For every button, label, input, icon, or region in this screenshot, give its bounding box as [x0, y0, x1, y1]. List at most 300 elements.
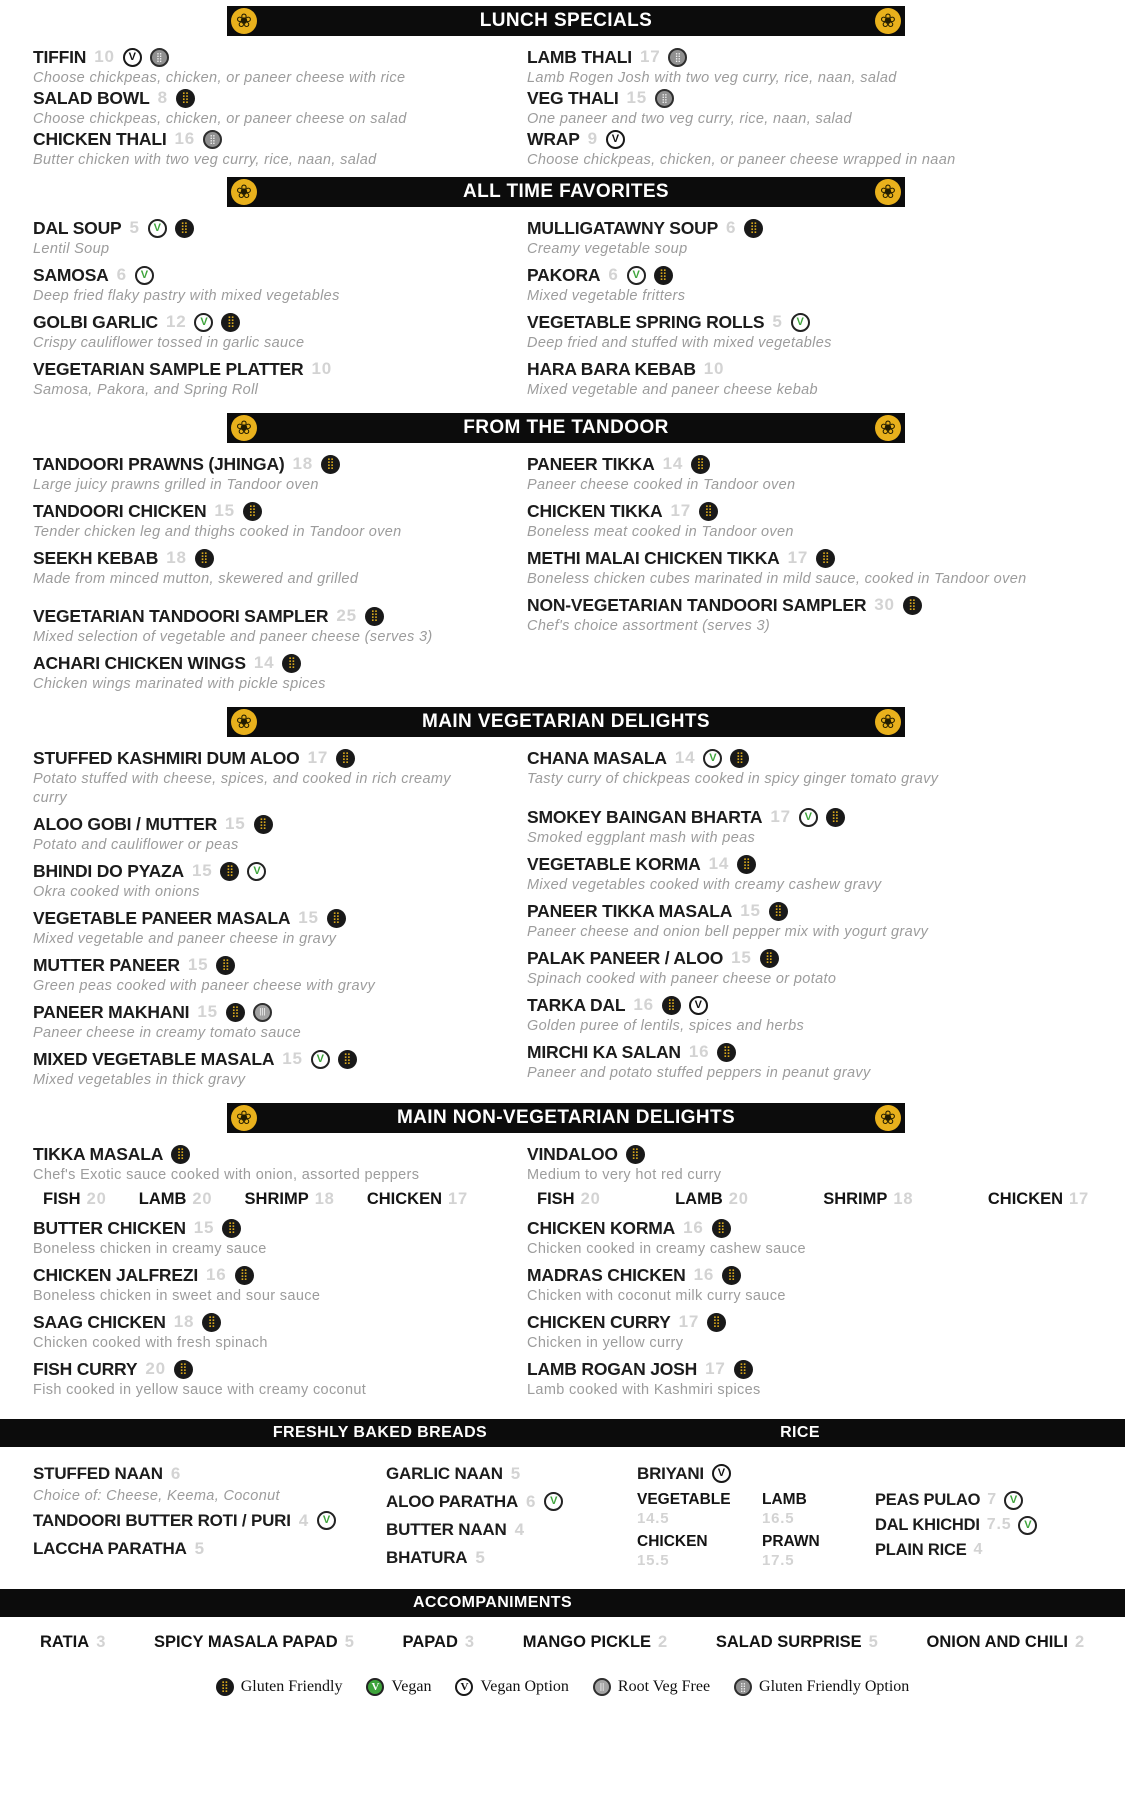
section-header-bar: [227, 1103, 905, 1133]
item-price: 20: [145, 1359, 166, 1378]
legend-item: [216, 1678, 343, 1696]
item-description: Creamy vegetable soup: [527, 241, 688, 257]
item-name-line: [33, 311, 483, 333]
vegan-icon: V: [148, 219, 167, 238]
lotus-icon: ❀: [231, 1105, 257, 1131]
accompaniment-name: MANGO PICKLE: [522, 1633, 652, 1651]
item-description: Deep fried and stuffed with mixed vegetables: [527, 335, 832, 351]
item-name: CHICKEN KORMA: [527, 1217, 676, 1238]
lotus-icon: ❀: [875, 179, 901, 205]
item-price: 5: [772, 312, 783, 331]
item-name: SEEKH KEBAB: [33, 547, 159, 568]
variant-name: CHICKEN: [366, 1190, 443, 1208]
item-variants: [43, 1190, 468, 1209]
vegan-icon: V: [627, 266, 646, 285]
item-name: SAMOSA: [33, 264, 109, 285]
item-price: 18: [292, 454, 314, 473]
item-description: Tender chicken leg and thighs cooked in Tandoor oven: [33, 524, 402, 540]
item-name: MULLIGATAWNY SOUP: [527, 217, 719, 238]
bread-name: BHATURA: [386, 1547, 468, 1567]
variant-price: 20: [192, 1190, 213, 1208]
accompaniments-row: [0, 1633, 1125, 1652]
menu-item: [33, 954, 483, 996]
item-price: 16: [633, 995, 654, 1014]
bread-name: ALOO PARATHA: [386, 1491, 519, 1511]
accompaniment-name: SPICY MASALA PAPAD: [154, 1633, 338, 1651]
gluten-friendly-icon: ⣿: [220, 862, 239, 881]
item-name: CHICKEN CURRY: [527, 1311, 671, 1332]
bread-name: STUFFED NAAN: [33, 1463, 163, 1483]
item-price: 5: [129, 218, 140, 237]
variant-price: 18: [314, 1190, 335, 1208]
item-description: Spinach cooked with paneer cheese or potato: [527, 971, 837, 987]
gluten-friendly-icon: ⣿: [707, 1313, 726, 1332]
item-description: Paneer cheese and onion bell pepper mix with yogurt gravy: [527, 924, 929, 940]
item-price: 16: [174, 129, 196, 148]
gluten-friendly-icon: ⣿: [171, 1145, 190, 1164]
item-name: LAMB ROGAN JOSH: [527, 1358, 698, 1379]
menu-item: [33, 1143, 483, 1209]
item-name-line: [33, 547, 483, 569]
item-variants: [537, 1190, 1089, 1209]
item-name: TARKA DAL: [527, 994, 626, 1015]
variant: [823, 1190, 913, 1209]
item-description: Lamb cooked with Kashmiri spices: [527, 1382, 761, 1398]
item-name-line: [527, 87, 1092, 109]
item-name: MADRAS CHICKEN: [527, 1264, 686, 1285]
item-name-line: [33, 813, 483, 835]
item-price: 14: [674, 748, 696, 767]
vegan-option-icon: V: [455, 1678, 473, 1696]
accompaniment-price: 3: [96, 1633, 107, 1651]
item-name-line: [527, 217, 1092, 239]
bread-name-line: [386, 1519, 625, 1540]
menu-item: [33, 860, 483, 902]
vegan-icon: V: [544, 1492, 563, 1511]
item-name-line: [33, 1001, 483, 1023]
breads-rice-header-bar: [0, 1419, 1125, 1447]
bread-price: 4: [514, 1519, 525, 1539]
item-name-line: [527, 747, 1092, 769]
item-name-line: [33, 747, 483, 769]
section-from-the-tandoor: [0, 413, 1125, 699]
variant-price: 20: [728, 1190, 749, 1208]
item-description: Mixed selection of vegetable and paneer cheese (serves 3): [33, 629, 433, 645]
briyani-variant-price: 15.5: [637, 1552, 670, 1569]
vegan-icon: V: [1004, 1491, 1023, 1510]
item-price: 14: [253, 653, 275, 672]
item-name-line: [527, 46, 1092, 68]
menu-item: [527, 1311, 1092, 1353]
bread-price: 5: [510, 1463, 522, 1483]
menu-item: [33, 1217, 483, 1259]
gluten-friendly-icon: ⣿: [338, 1050, 357, 1069]
item-name: PANEER MAKHANI: [33, 1001, 190, 1022]
menu-item: [527, 994, 1092, 1036]
item-price: 16: [693, 1265, 715, 1284]
briyani-variant-name: LAMB: [762, 1491, 807, 1508]
item-name-line: [33, 860, 483, 882]
breads-column-1: [33, 1463, 386, 1575]
item-description: Paneer and potato stuffed peppers in peanut gravy: [527, 1065, 871, 1081]
item-price: 18: [173, 1312, 195, 1331]
bread-name-line: [386, 1491, 625, 1512]
item-price: 10: [94, 47, 115, 66]
item-description: Lamb Rogen Josh with two veg curry, rice, naan, salad: [527, 70, 897, 86]
briyani-variant: [762, 1533, 875, 1569]
item-name: BUTTER CHICKEN: [33, 1217, 186, 1238]
item-name-line: [527, 594, 1092, 616]
bread-price: 6: [526, 1491, 537, 1511]
gluten-friendly-icon: ⣿: [176, 89, 195, 108]
item-description: One paneer and two veg curry, rice, naan, salad: [527, 111, 852, 127]
menu-item: [527, 87, 1092, 128]
bread-price: 5: [194, 1538, 205, 1558]
vegan-icon: V: [799, 808, 818, 827]
menu-item: [33, 217, 483, 259]
item-description: Fish cooked in yellow sauce with creamy coconut: [33, 1382, 367, 1398]
item-name: VEGETARIAN TANDOORI SAMPLER: [33, 605, 329, 626]
vegan-option-icon: V: [712, 1464, 731, 1483]
gluten-friendly-icon: ⣿: [221, 313, 240, 332]
legend-label: Root Veg Free: [617, 1678, 711, 1695]
menu-item: [33, 1001, 483, 1043]
menu-item: [33, 652, 483, 694]
accompaniment-item: [403, 1633, 475, 1652]
item-name-line: [527, 853, 1092, 875]
item-price: 8: [157, 88, 168, 107]
item-name-line: [33, 46, 483, 68]
rice-sides-column: [875, 1489, 1037, 1575]
accompaniment-item: [927, 1633, 1085, 1652]
item-name-line: [527, 128, 1092, 150]
item-name: FISH CURRY: [33, 1358, 138, 1379]
vegan-icon: V: [194, 313, 213, 332]
variant-price: 20: [580, 1190, 601, 1208]
section-header-bar: [227, 413, 905, 443]
item-description: Choose chickpeas, chicken, or paneer cheese wrapped in naan: [527, 152, 956, 168]
vegan-icon: V: [135, 266, 154, 285]
rice-side: [875, 1539, 1037, 1561]
item-price: 9: [587, 129, 598, 148]
menu-item: [33, 547, 483, 589]
section-column-left: [33, 46, 483, 169]
gluten-friendly-icon: ⣿: [365, 607, 384, 626]
menu-item: [527, 1358, 1092, 1400]
item-description: Medium to very hot red curry: [527, 1167, 722, 1183]
lotus-icon: ❀: [231, 179, 257, 205]
briyani-variant-name: PRAWN: [762, 1533, 820, 1550]
item-name-line: [527, 1217, 1092, 1239]
menu-item: [33, 453, 483, 495]
variant-name: SHRIMP: [823, 1190, 888, 1208]
item-description: Boneless chicken in creamy sauce: [33, 1241, 267, 1257]
menu-item: [527, 1264, 1092, 1306]
item-description: Large juicy prawns grilled in Tandoor oven: [33, 477, 319, 493]
item-price: 15: [193, 1218, 215, 1237]
item-name-line: [33, 907, 483, 929]
menu-item: [33, 46, 483, 87]
section-header-bar: [227, 707, 905, 737]
section-lunch-specials: [0, 6, 1125, 169]
variant: [988, 1190, 1089, 1209]
item-description: Chicken wings marinated with pickle spices: [33, 676, 326, 692]
briyani-variant: [637, 1491, 762, 1527]
item-name: MUTTER PANEER: [33, 954, 180, 975]
bread-item: [386, 1491, 625, 1512]
vegan-option-icon: V: [123, 48, 142, 67]
item-name: PAKORA: [527, 264, 601, 285]
variant-name: CHICKEN: [987, 1190, 1064, 1208]
item-description: Golden puree of lentils, spices and herbs: [527, 1018, 805, 1034]
accompaniment-price: 2: [1074, 1633, 1085, 1651]
vegan-icon: V: [1018, 1516, 1037, 1535]
item-description: Boneless chicken cubes marinated in mild sauce, cooked in Tandoor oven: [527, 571, 1027, 587]
accompaniment-name: SALAD SURPRISE: [715, 1633, 862, 1651]
rice-side-name: PEAS PULAO: [875, 1490, 981, 1509]
gluten-friendly-icon: ⣿: [174, 1360, 193, 1379]
menu-item: [33, 1264, 483, 1306]
item-name-line: [527, 994, 1092, 1016]
item-name-line: [527, 1264, 1092, 1286]
gluten-friendly-option-icon: ⣿: [150, 48, 169, 67]
accompaniment-price: 3: [464, 1633, 475, 1651]
variant-name: FISH: [537, 1190, 575, 1208]
menu-item: [527, 747, 1092, 789]
gluten-friendly-icon: ⣿: [626, 1145, 645, 1164]
menu-item: [33, 264, 483, 306]
gluten-friendly-icon: ⣿: [737, 855, 756, 874]
vegan-option-icon: V: [606, 130, 625, 149]
bread-name-line: [33, 1510, 386, 1531]
briyani-variant-price: 16.5: [762, 1510, 795, 1527]
item-name-line: [527, 900, 1092, 922]
item-name-line: [527, 547, 1092, 569]
menu-item: [33, 907, 483, 949]
item-price: 14: [708, 854, 730, 873]
item-price: 15: [214, 501, 235, 520]
item-name: PANEER TIKKA: [527, 453, 655, 474]
item-price: 12: [165, 312, 187, 331]
accompaniment-price: 5: [344, 1633, 355, 1651]
item-name-line: [33, 217, 483, 239]
item-name-line: [33, 128, 483, 150]
accompaniments-section-title: ACCOMPANIMENTS: [412, 1594, 573, 1611]
rice-side-name: PLAIN RICE: [875, 1540, 967, 1559]
item-price: 15: [740, 901, 761, 920]
menu-item: [527, 900, 1092, 942]
item-description: Mixed vegetable and paneer cheese in gravy: [33, 931, 337, 947]
section-header-bar: [227, 177, 905, 207]
lotus-icon: ❀: [875, 8, 901, 34]
item-name: VINDALOO: [527, 1143, 618, 1164]
bread-item: [33, 1538, 386, 1559]
bread-name-line: [386, 1463, 625, 1484]
rice-side: [875, 1489, 1037, 1511]
item-name: CHICKEN JALFREZI: [33, 1264, 198, 1285]
legend-label: Vegan Option: [480, 1678, 569, 1695]
gluten-friendly-icon: ⣿: [744, 219, 763, 238]
variant-price: 20: [86, 1190, 107, 1208]
accompaniment-price: 5: [868, 1633, 879, 1651]
item-price: 17: [678, 1312, 700, 1331]
section-column-left: [33, 453, 483, 699]
variant: [139, 1190, 213, 1209]
accompaniment-item: [716, 1633, 879, 1652]
legend-item: [455, 1678, 568, 1696]
item-description: Crispy cauliflower tossed in garlic sauce: [33, 335, 305, 351]
gluten-friendly-option-icon: ⣿: [203, 130, 222, 149]
item-name: SAAG CHICKEN: [33, 1311, 166, 1332]
gluten-friendly-icon: ⣿: [903, 596, 922, 615]
breads-rice-block: [0, 1463, 1125, 1575]
item-name-line: [33, 1311, 483, 1333]
item-price: 16: [206, 1265, 227, 1284]
item-name: SALAD BOWL: [33, 87, 150, 108]
gluten-friendly-icon: ⣿: [222, 1219, 241, 1238]
item-description: Mixed vegetable fritters: [527, 288, 686, 304]
menu-item: [527, 853, 1092, 895]
item-price: 15: [197, 1002, 218, 1021]
section-all-time-favorites: [0, 177, 1125, 405]
item-price: 15: [282, 1049, 303, 1068]
variant: [675, 1190, 749, 1209]
vegan-icon: V: [791, 313, 810, 332]
bread-item: [386, 1547, 625, 1568]
section-column-left: [33, 747, 483, 1095]
gluten-friendly-icon: ⣿: [722, 1266, 741, 1285]
item-name-line: [527, 1358, 1092, 1380]
item-description: Butter chicken with two veg curry, rice, naan, salad: [33, 152, 377, 168]
bread-name-line: [386, 1547, 625, 1568]
item-price: 6: [608, 265, 619, 284]
gluten-friendly-icon: ⣿: [327, 909, 346, 928]
menu-item: [527, 1143, 1092, 1209]
item-description: Chicken with coconut milk curry sauce: [527, 1288, 786, 1304]
item-description: Choose chickpeas, chicken, or paneer cheese on salad: [33, 111, 407, 127]
menu-item: [33, 87, 483, 128]
menu-item: [527, 594, 1092, 636]
legend-item: [734, 1678, 909, 1696]
vegan-icon: V: [703, 749, 722, 768]
item-name-line: [33, 1264, 483, 1286]
item-name: VEGETABLE PANEER MASALA: [33, 907, 291, 928]
bread-price: 5: [475, 1547, 486, 1567]
item-price: 6: [116, 265, 127, 284]
section-column-right: [527, 46, 1092, 169]
item-price: 17: [639, 47, 661, 66]
item-name: DAL SOUP: [33, 217, 122, 238]
item-name: VEGETABLE SPRING ROLLS: [527, 311, 765, 332]
item-price: 15: [187, 955, 209, 974]
bread-price: 6: [170, 1463, 182, 1483]
bread-name: LACCHA PARATHA: [33, 1538, 187, 1558]
item-description: Chef's choice assortment (serves 3): [527, 618, 771, 634]
variant-price: 17: [448, 1190, 468, 1208]
item-name-line: [527, 1143, 1092, 1165]
bread-name: GARLIC NAAN: [386, 1463, 503, 1483]
gluten-friendly-icon: ⣿: [730, 749, 749, 768]
item-name: PANEER TIKKA MASALA: [527, 900, 733, 921]
item-name-line: [33, 87, 483, 109]
menu-item: [527, 264, 1092, 306]
diet-legend: [0, 1678, 1125, 1696]
item-name: SMOKEY BAINGAN BHARTA: [527, 806, 763, 827]
menu-item: [33, 747, 483, 808]
item-price: 15: [225, 814, 246, 833]
section-column-right: [527, 1143, 1092, 1405]
accompaniment-name: RATIA: [40, 1633, 90, 1651]
item-name: VEGETABLE KORMA: [527, 853, 701, 874]
item-description: Choose chickpeas, chicken, or paneer cheese with rice: [33, 70, 406, 86]
gluten-friendly-icon: ⣿: [243, 502, 262, 521]
section-column-right: [527, 217, 1092, 405]
item-name-line: [527, 1311, 1092, 1333]
item-price: 14: [662, 454, 684, 473]
section-title: MAIN NON-VEGETARIAN DELIGHTS: [396, 1107, 736, 1128]
item-description: Boneless chicken in sweet and sour sauce: [33, 1288, 321, 1304]
gluten-friendly-icon: ⣿: [691, 455, 710, 474]
item-description: Smoked eggplant mash with peas: [527, 830, 756, 846]
menu-item: [527, 358, 1092, 400]
item-name: TANDOORI PRAWNS (JHINGA): [33, 453, 285, 474]
item-price: 6: [726, 218, 737, 237]
menu-item: [527, 311, 1092, 353]
item-name-line: [527, 453, 1092, 475]
variant: [537, 1190, 601, 1209]
bread-item: [386, 1463, 625, 1484]
briyani-variant-price: 14.5: [637, 1510, 670, 1527]
item-price: 17: [307, 748, 329, 767]
menu-item: [527, 46, 1092, 87]
briyani-variant: [637, 1533, 762, 1569]
item-description: Chicken cooked in creamy cashew sauce: [527, 1241, 806, 1257]
gluten-friendly-icon: ⣿: [760, 949, 779, 968]
variant-name: SHRIMP: [244, 1190, 309, 1208]
item-name-line: [33, 954, 483, 976]
item-name: ALOO GOBI / MUTTER: [33, 813, 218, 834]
gluten-friendly-icon: ⣿: [282, 654, 301, 673]
gluten-friendly-icon: ⣿: [734, 1360, 753, 1379]
gluten-friendly-icon: ⣿: [336, 749, 355, 768]
bread-item: [33, 1463, 386, 1504]
item-price: 10: [311, 359, 332, 378]
section-column-left: [33, 217, 483, 405]
accompaniment-name: PAPAD: [402, 1633, 458, 1651]
legend-label: Gluten Friendly Option: [759, 1678, 910, 1695]
item-price: 10: [703, 359, 725, 378]
section-title: MAIN VEGETARIAN DELIGHTS: [422, 711, 710, 732]
gluten-friendly-option-icon: ⣿: [668, 48, 687, 67]
variant-price: 17: [1069, 1190, 1089, 1208]
gluten-friendly-option-icon: ⣿: [655, 89, 674, 108]
gluten-friendly-icon: ⣿: [712, 1219, 731, 1238]
item-name: VEGETARIAN SAMPLE PLATTER: [33, 358, 304, 379]
item-description: Potato and cauliflower or peas: [33, 837, 239, 853]
item-description: Made from minced mutton, skewered and grilled: [33, 571, 359, 587]
item-description: Tasty curry of chickpeas cooked in spicy ginger tomato gravy: [527, 771, 939, 787]
bread-description: Choice of: Cheese, Keema, Coconut: [33, 1488, 280, 1504]
gluten-friendly-icon: ⣿: [216, 956, 235, 975]
item-name: MIXED VEGETABLE MASALA: [33, 1048, 275, 1069]
menu-item: [33, 128, 483, 169]
menu-item: [33, 1311, 483, 1353]
briyani-variant-price: 17.5: [762, 1552, 795, 1569]
item-price: 17: [787, 548, 809, 567]
item-name-line: [33, 605, 483, 627]
menu-item: [527, 1041, 1092, 1083]
rice-side: [875, 1514, 1037, 1536]
